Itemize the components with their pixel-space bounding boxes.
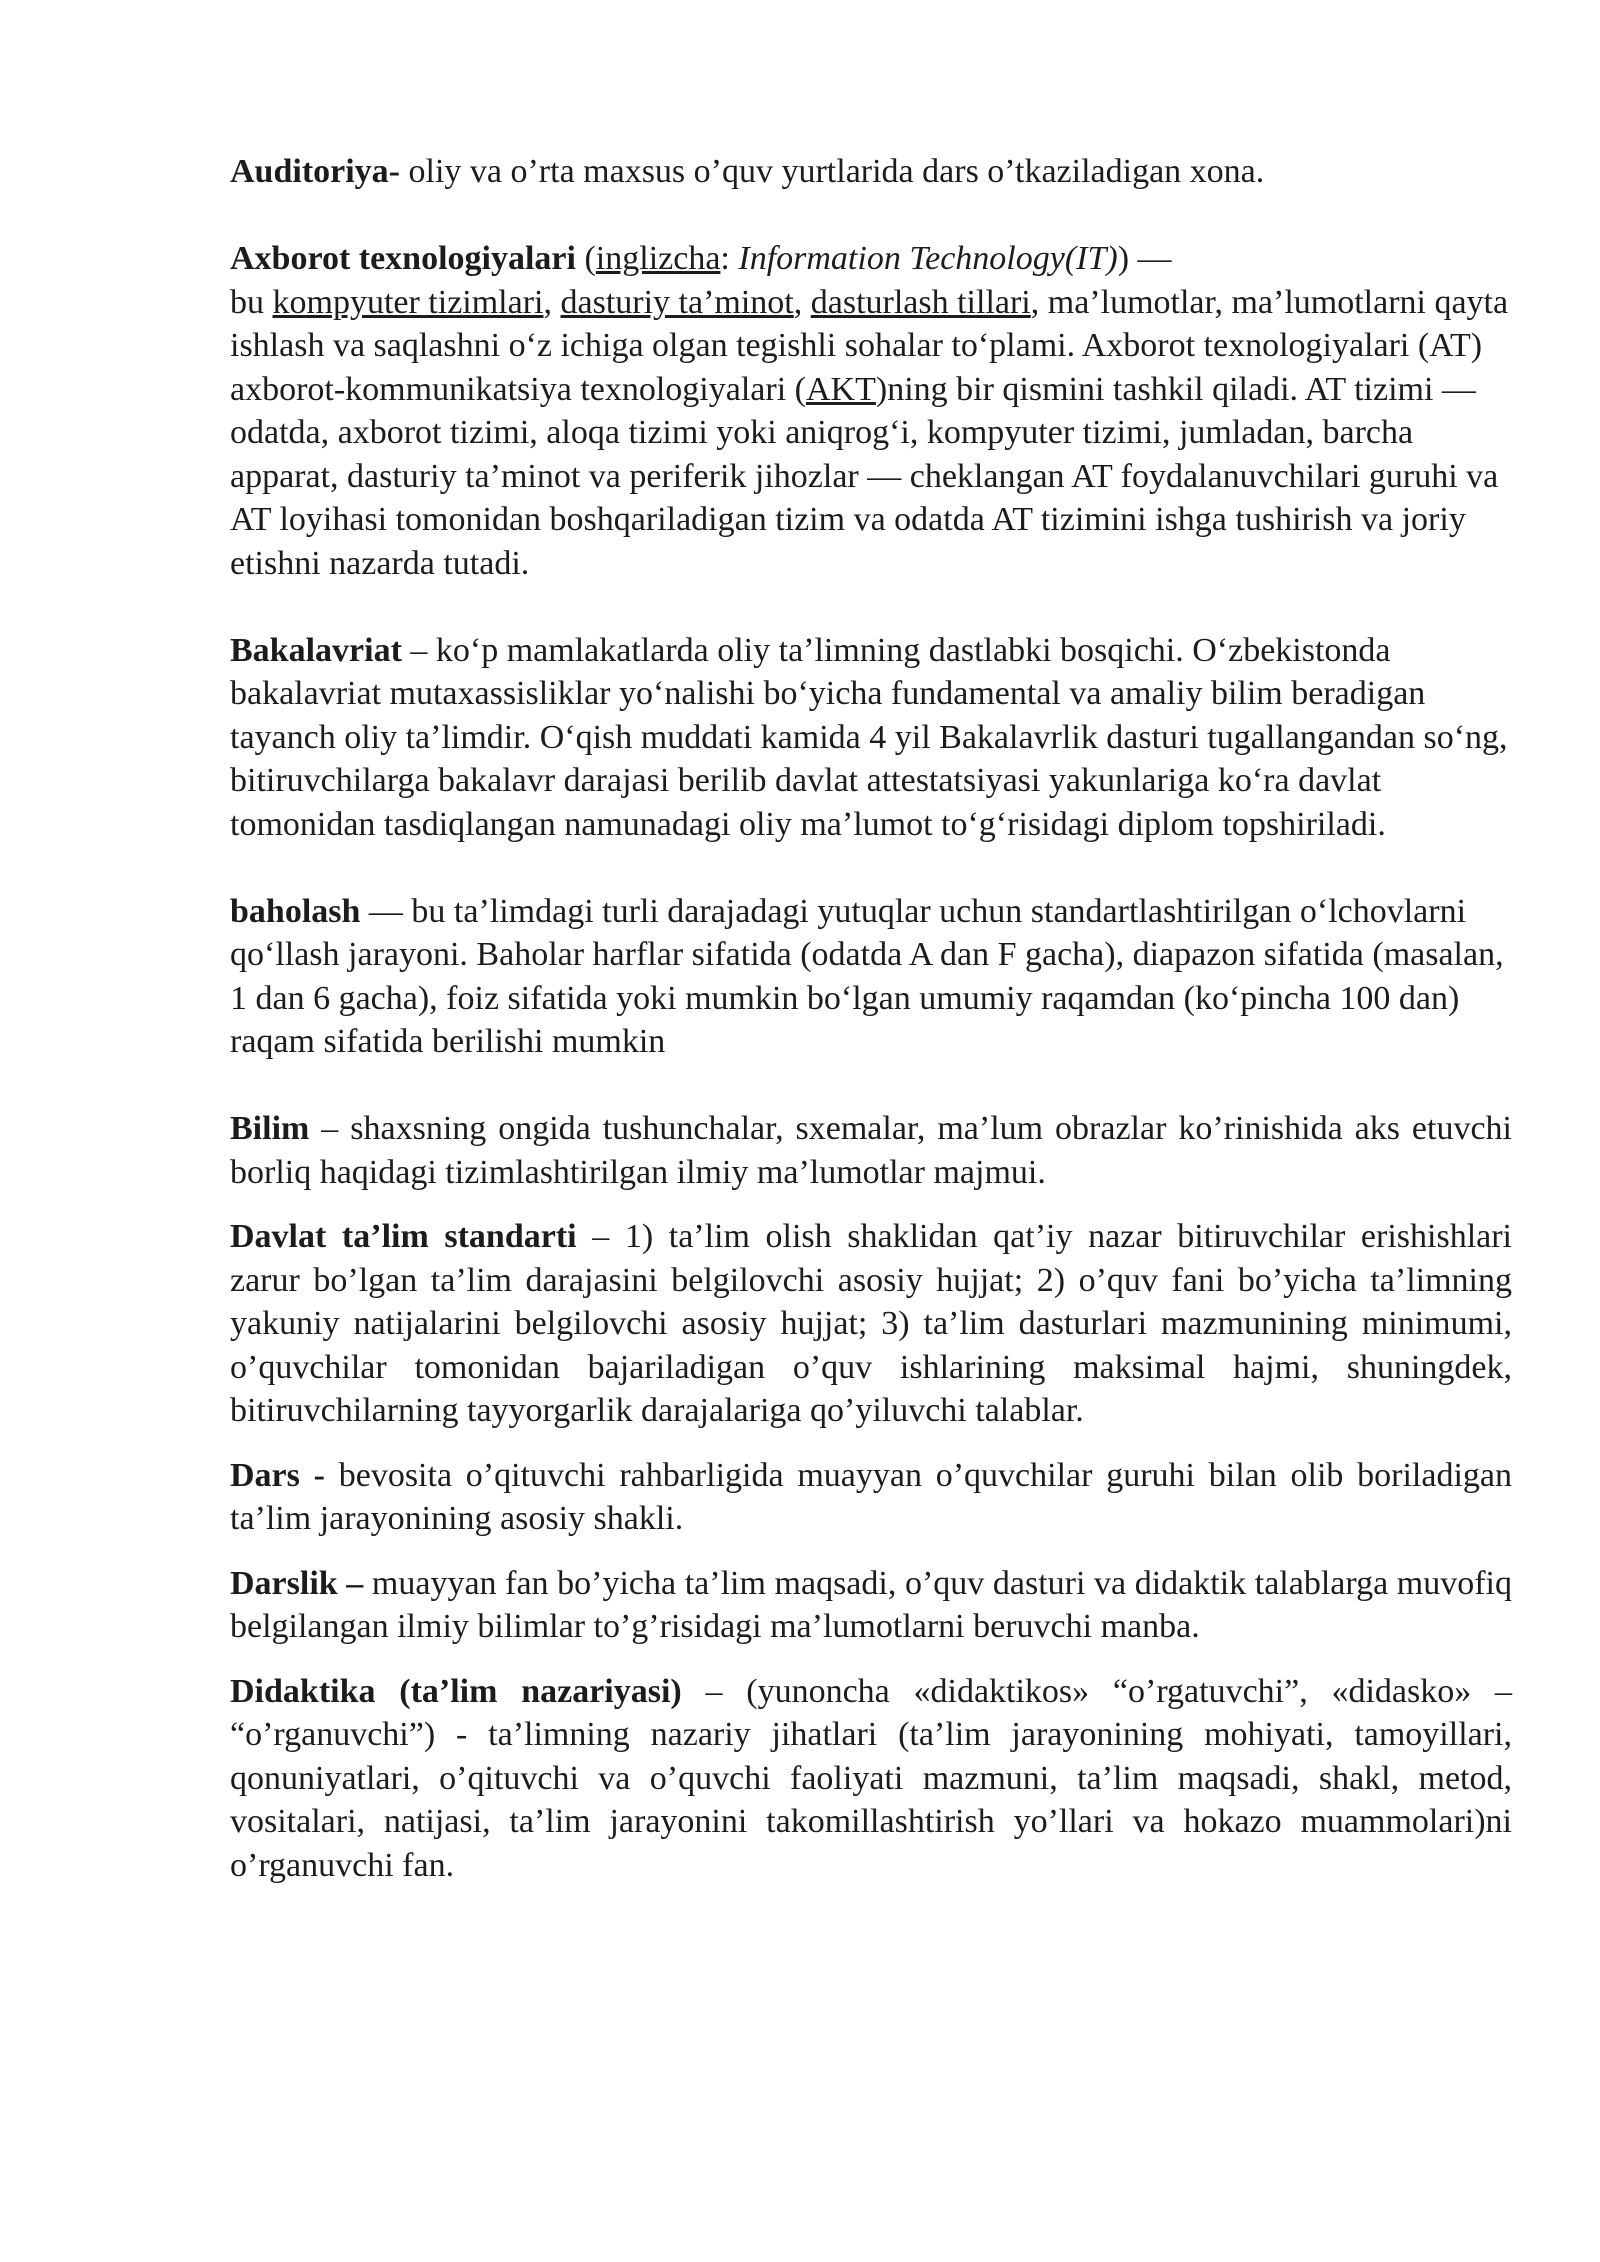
text-segment: , bbox=[543, 283, 561, 321]
definition-baholash: — bu ta’limdagi turli darajadagi yutuqlar uchun standartlashtirilgan oʻlchovlarni qoʻllash jarayoni. Baholar harflar sifatida (odatda A dan F gacha), diapazon sifatida (masalan, 1 dan 6 gacha), foiz sifatida yoki mumkin boʻlgan umumiy raqamdan (koʻpincha 100 dan) raqam sifatida berilishi mumkin bbox=[230, 892, 1504, 1060]
definition-didaktika: – (yunoncha «didaktikos» “o’rgatuvchi”, «didasko» – “o’rganuvchi”) - ta’limning nazariy jihatlari (ta’lim jarayonining mohiyati, tamoyillari, qonuniyatlari, o’qituvchi va o’quvchi faoliyati mazmuni, ta’lim maqsadi, shakl, metod, vositalari, natijasi, ta’lim jarayonini takomillashtirish yo’llari va hokazo muammolari)ni o’rganuvchi fan. bbox=[230, 1672, 1512, 1884]
entry-axborot-texnologiyalari bbox=[230, 237, 1512, 585]
text-segment: , bbox=[793, 283, 811, 321]
entry-bilim bbox=[230, 1107, 1512, 1194]
text-segment: )ning bir qismini tashkil qiladi. AT tizimi — odatda, axborot tizimi, aloqa tizimi yoki aniqrogʻi, kompyuter tizimi, jumladan, barcha apparat, dasturiy ta’minot va periferik jihozlar — cheklangan AT foydalanuvchilari guruhi va AT loyihasi tomonidan boshqariladigan tizim va odatda AT tizimini ishga tushirish va joriy etishni nazarda tutadi. bbox=[230, 370, 1499, 582]
definition-auditoriya: oliy va o’rta maxsus o’quv yurtlarida dars o’tkaziladigan xona. bbox=[400, 153, 1265, 190]
term-baholash: baholash bbox=[230, 892, 361, 930]
entry-davlat-talim-standarti bbox=[230, 1215, 1512, 1433]
entry-auditoriya bbox=[230, 150, 1512, 194]
document-page bbox=[230, 150, 1512, 1887]
term-davlat-talim-standarti: Davlat ta’lim standarti bbox=[230, 1218, 577, 1255]
term-auditoriya: Auditoriya- bbox=[230, 153, 400, 190]
text-segment: bu bbox=[230, 283, 273, 321]
link-akt[interactable]: AKT bbox=[805, 370, 876, 408]
text-segment: ( bbox=[575, 240, 596, 277]
term-darslik: Darslik – bbox=[230, 1564, 364, 1602]
link-dasturiy-taminot[interactable]: dasturiy ta’minot bbox=[560, 283, 794, 321]
definition-dars: bevosita o’qituvchi rahbarligida muayyan o’quvchilar guruhi bilan olib boriladigan ta’lim jarayonining asosiy shakli. bbox=[230, 1456, 1512, 1537]
entry-darslik bbox=[230, 1562, 1512, 1649]
link-dasturlash-tillari[interactable]: dasturlash tillari bbox=[810, 283, 1031, 321]
term-bilim: Bilim bbox=[230, 1110, 310, 1147]
term-dars: Dars - bbox=[230, 1456, 325, 1494]
definition-davlat-talim-standarti: – 1) ta’lim olish shaklidan qat’iy nazar bitiruvchilar erishishlari zarur bo’lgan ta’lim darajasini belgilovchi asosiy hujjat; 2) o’quv fani bo’yicha ta’limning yakuniy natijalarini belgilovchi asosiy hujjat; 3) ta’lim dasturlari mazmunining minimumi, o’quvchilar tomonidan bajariladigan o’quv ishlarining maksimal hajmi, shuningdek, bitiruvchilarning tayyorgarlik darajalariga qo’yiluvchi talablar. bbox=[230, 1218, 1513, 1429]
text-segment: ) — bbox=[1117, 240, 1172, 277]
term-bakalavriat: Bakalavriat bbox=[230, 631, 402, 669]
link-kompyuter-tizimlari[interactable]: kompyuter tizimlari bbox=[272, 283, 544, 321]
italic-english-term: Information Technology(IT) bbox=[738, 240, 1118, 277]
link-inglizcha[interactable]: inglizcha bbox=[595, 240, 721, 277]
term-axborot-texnologiyalari: Axborot texnologiyalari bbox=[230, 240, 576, 277]
definition-darslik: muayyan fan bo’yicha ta’lim maqsadi, o’quv dasturi va didaktik talablarga muvofiq belgilangan ilmiy bilimlar to’g’risidagi ma’lumotlarni beruvchi manba. bbox=[230, 1564, 1512, 1645]
term-didaktika: Didaktika (ta’lim nazariyasi) bbox=[230, 1672, 682, 1710]
definition-bilim: – shaxsning ongida tushunchalar, sxemalar, ma’lum obrazlar ko’rinishida aks etuvchi borliq haqidagi tizimlashtirilgan ilmiy ma’lumotlar majmui. bbox=[230, 1110, 1512, 1191]
entry-baholash bbox=[230, 890, 1512, 1064]
text-segment: : bbox=[720, 240, 739, 277]
entry-bakalavriat bbox=[230, 629, 1512, 847]
text-segment: , ma’lumotlar, ma’lumotlarni qayta ishlash va saqlashni oʻz ichiga olgan tegishli sohalar toʻplami. Axborot texnologiyalari (AT) axborot-kommunikatsiya texnologiyalari ( bbox=[230, 283, 1509, 408]
entry-dars bbox=[230, 1454, 1512, 1541]
entry-didaktika bbox=[230, 1670, 1512, 1888]
definition-bakalavriat: – koʻp mamlakatlarda oliy taʼlimning dastlabki bosqichi. Oʻzbekistonda bakalavriat mutaxassisliklar yoʻnalishi boʻyicha fundamental va amaliy bilim beradigan tayanch oliy taʼlimdir. Oʻqish muddati kamida 4 yil Bakalavrlik dasturi tugallangandan soʻng, bitiruvchilarga bakalavr darajasi berilib davlat attestatsiyasi yakunlariga koʻra davlat tomonidan tasdiqlangan namunadagi oliy maʼlumot toʻgʻrisidagi diplom topshiriladi. bbox=[230, 631, 1508, 843]
